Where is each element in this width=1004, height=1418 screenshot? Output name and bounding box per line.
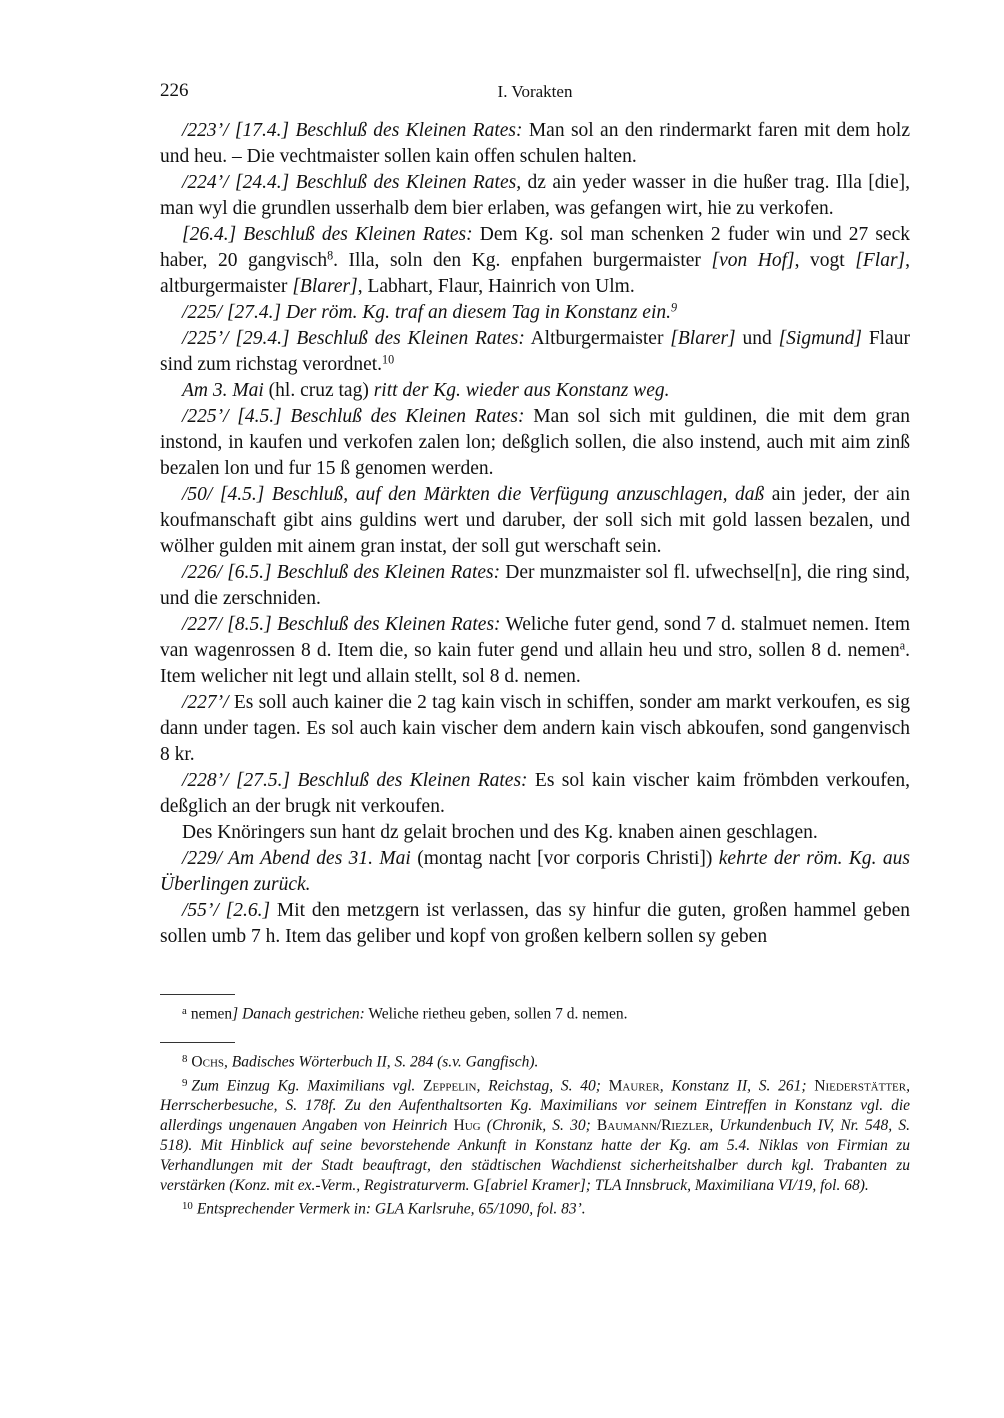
text-run: /225/ [27.4.] Der röm. Kg. traf an diesem Tag in Konstanz ein. <box>182 302 671 323</box>
text-run: /227’/ <box>182 692 229 713</box>
text-run: Es sol kain vischer kaim frömbden verkoufen, deßglich an der brugk nit verkoufen. <box>160 770 910 817</box>
text-run: [26.4.] Beschluß des Kleinen Rates: <box>182 224 473 245</box>
footnote <box>160 1049 910 1072</box>
text-run: , Herrscherbesuche, S. 178f. Zu den Aufenthaltsorten Kg. Maximilians vor seinem Eintreffen in Konstanz vgl. die allerdings ungenauen Angaben von Heinrich <box>160 1076 910 1134</box>
textual-note <box>160 1001 910 1024</box>
text-run: , Konstanz II, S. 261; <box>659 1076 815 1094</box>
paragraph <box>160 560 910 612</box>
paragraph <box>160 846 910 898</box>
paragraph <box>160 222 910 300</box>
text-run: ain jeder, der ain koufmanschaft gibt ains guldins wert und daruber, der soll sich mit gold lassen bezalen, und wölher gulden mit ainem gran instat, der soll gut werschaft sein. <box>160 484 910 557</box>
note-mark: 8 <box>182 1053 188 1066</box>
text-run: [abriel Kramer]; TLA Innsbruck, Maximiliana VI/19, fol. 68). <box>484 1176 869 1194</box>
text-run: Zum Einzug Kg. Maximilians vgl. <box>191 1076 424 1094</box>
text-run: Des Knöringers sun hant dz gelait brochen und des Kg. knaben ainen geschlagen. <box>182 822 818 843</box>
text-run: Niederstätter <box>814 1076 907 1094</box>
text-run: Dem Kg. sol man schenken 2 fuder win und 27 seck haber, 20 gangvisch <box>160 224 910 271</box>
text-run: , Reichstag, S. 40; <box>476 1076 609 1094</box>
text-run: , Labhart, Flaur, Hainrich von Ulm. <box>357 276 635 297</box>
paragraph <box>160 820 910 846</box>
text-run: kehrte der röm. Kg. aus Überlingen zurück. <box>160 848 910 895</box>
page-number: 226 <box>160 80 189 101</box>
paragraph <box>160 768 910 820</box>
text-run: /226/ [6.5.] Beschluß des Kleinen Rates: <box>182 562 501 583</box>
text-run: /227/ [8.5.] Beschluß des Kleinen Rates: <box>182 614 501 635</box>
text-run: [Flar] <box>855 250 906 271</box>
text-run: dz ain yeder wasser in die hußer trag. Illa [die], man wyl die grundlen usserhalb dem bier erlaben, was gefangen wirt, hie zu verkofen. <box>160 172 910 219</box>
text-run: [Blarer] <box>670 328 736 349</box>
text-run: nemen <box>190 1005 233 1023</box>
paragraph <box>160 378 910 404</box>
note-reference: 10 <box>382 352 395 367</box>
text-run: Mit den metzgern ist verlassen, das sy hinfur die guten, großen hammel geben sollen umb 7 h. Item das geliber und kopf von großen kelbern sollen sy geben <box>160 900 910 947</box>
text-run: (hl. cruz tag) <box>263 380 374 401</box>
footnotes-section <box>160 1042 910 1219</box>
paragraph <box>160 482 910 560</box>
text-run: /225’/ [29.4.] Beschluß des Kleinen Rates: <box>182 328 525 349</box>
text-run: Hug <box>453 1116 481 1134</box>
note-mark: 10 <box>182 1199 193 1212</box>
text-run: Der munzmaister sol fl. ufwechsel[n], die ring sind, und die zerschniden. <box>160 562 910 609</box>
text-run: /225’/ [4.5.] Beschluß des Kleinen Rates: <box>182 406 525 427</box>
paragraph <box>160 300 910 326</box>
paragraph <box>160 898 910 950</box>
text-run: ] Danach gestrichen: <box>232 1005 365 1023</box>
note-mark: 9 <box>182 1076 188 1089</box>
footnote-rule <box>160 1042 235 1043</box>
text-run: (Chronik, S. 30; <box>480 1116 597 1134</box>
text-run: , Urkundenbuch IV, Nr. 548, S. 518). Mit Hinblick auf seine bevorstehende Ankunft in Konstanz hatte der Kg. am 5.4. Niklas von Firmian zu Verhandlungen mit der Stadt beauftragt, den städtischen Wachdienst sicherheitshalber durch kgl. Trabanten zu verstärken (Konz. mit ex.-Verm., Registraturverm. <box>160 1116 910 1194</box>
text-run: /55’/ [2.6.] <box>182 900 271 921</box>
note-reference: 9 <box>671 300 678 315</box>
main-text <box>160 118 910 950</box>
paragraph <box>160 690 910 768</box>
text-run: Weliche futer gend, sond 7 d. stalmuet nemen. Item van wagenrossen 8 d. Item die, so kain futer gend und allain heu und stro, sollen 8 d. nemen <box>160 614 910 661</box>
text-run: Zeppelin <box>423 1076 477 1094</box>
text-run: /224’/ [24.4.] Beschluß des Kleinen Rates, <box>182 172 522 193</box>
text-run: (montag nacht [vor corporis Christi]) <box>410 848 719 869</box>
text-run: Entsprechender Vermerk in: GLA Karlsruhe, 65/1090, fol. 83’. <box>196 1200 586 1218</box>
text-run: . Item welicher nit legt und allain stellt, sol 8 d. nemen. <box>160 640 910 687</box>
text-run: Es soll auch kainer die 2 tag kain visch in schiffen, sonder am markt verkoufen, es sig dann under tagen. Es sol auch kain vischer dem andern kain visch abkoufen, sond gangenvisch 8 kr. <box>160 692 910 765</box>
text-run: Maurer <box>608 1076 660 1094</box>
text-run: Baumann/Riezler <box>596 1116 710 1134</box>
textual-apparatus <box>160 994 910 1024</box>
text-run: [Sigmund] <box>778 328 862 349</box>
text-run: Am 3. Mai <box>182 380 264 401</box>
text-run: Ochs <box>191 1053 225 1071</box>
note-reference: 8 <box>327 248 334 263</box>
text-run: Altburgermaister <box>524 328 671 349</box>
paragraph <box>160 612 910 690</box>
note-reference: a <box>899 638 906 653</box>
book-page <box>160 80 910 1219</box>
text-run: und <box>735 328 779 349</box>
text-run: /228’/ [27.5.] Beschluß des Kleinen Rates: <box>182 770 528 791</box>
text-run: , vogt <box>794 250 856 271</box>
page-header <box>160 80 910 108</box>
text-run: , altburgermaister <box>160 250 911 297</box>
text-run: Man sol sich mit guldinen, die mit dem gran instond, in kaufen und verkofen zalen lon; deßglich sollen, die also instend, auch mit aim zinß bezalen lon und fur 15 ß genomen werden. <box>160 406 911 479</box>
text-run: , Badisches Wörterbuch II, S. 284 (s.v. Gangfisch). <box>224 1053 539 1071</box>
text-run: Man sol an den rindermarkt faren mit dem holz und heu. – Die vechtmaister sollen kain offen schulen halten. <box>160 120 910 167</box>
text-run: /229/ Am Abend des 31. Mai <box>182 848 411 869</box>
text-run: [Blarer] <box>292 276 358 297</box>
text-run: ritt der Kg. wieder aus Konstanz weg. <box>373 380 670 401</box>
apparatus-rule <box>160 994 235 995</box>
note-mark: a <box>182 1005 187 1017</box>
text-run: . Illa, soln den Kg. enpfahen burgermaister <box>333 250 712 271</box>
footnote <box>160 1196 910 1219</box>
text-run: [von Hof] <box>711 250 795 271</box>
text-run: G <box>473 1176 485 1194</box>
running-title: I. Vorakten <box>497 82 573 101</box>
paragraph <box>160 404 910 482</box>
text-run: /223’/ [17.4.] Beschluß des Kleinen Rates: <box>182 120 523 141</box>
text-run: Flaur sind zum richstag verordnet. <box>160 328 910 375</box>
text-run: /50/ [4.5.] Beschluß, auf den Märkten die Verfügung anzuschlagen, daß <box>182 484 765 505</box>
footnote <box>160 1073 910 1196</box>
paragraph <box>160 118 910 170</box>
paragraph <box>160 326 910 378</box>
text-run: Weliche rietheu geben, sollen 7 d. nemen. <box>364 1005 628 1023</box>
paragraph <box>160 170 910 222</box>
